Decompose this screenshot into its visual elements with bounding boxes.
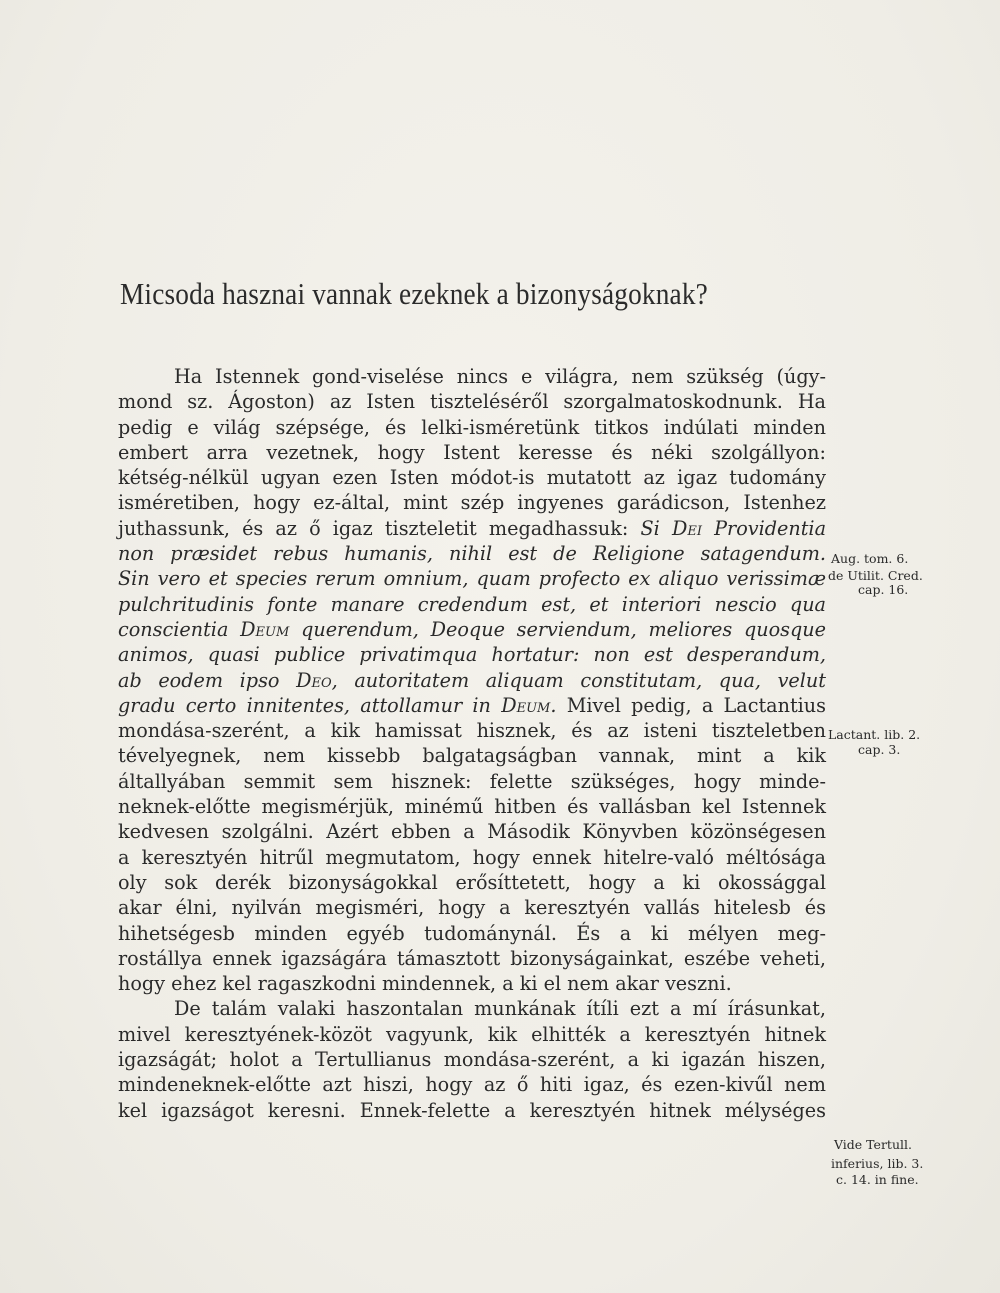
text-line: tévelyegnek, nem kissebb balgatagságban vannak, mint a kik <box>118 744 826 768</box>
latin-line: ab eodem ipso Deo, autoritatem aliquam constitutam, qua, velut <box>118 668 826 692</box>
text-line: hihetségesb minden egyéb tudománynál. És a ki mélyen meg- <box>118 921 826 945</box>
body-text <box>118 364 826 1123</box>
text-line: isméretiben, hogy ez-által, mint szép ingyenes garádicson, Istenhez <box>118 491 826 515</box>
text-line: mondása-szerént, a kik hamissat hisznek, és az isteni tiszteletben <box>118 719 826 743</box>
margin-note: Aug. tom. 6. <box>831 551 909 566</box>
text-line-mixed: gradu certo innitentes, attollamur in Deum. Mivel pedig, a Lactantius <box>118 693 827 717</box>
text-line: igazságát; holot a Tertullianus mondása-szerént, a ki igazán hiszen, <box>118 1048 826 1072</box>
chapter-heading: Micsoda hasznai vannak ezeknek a bizonyságoknak? <box>120 276 708 311</box>
text-line: a keresztyén hitrűl megmutatom, hogy ennek hitelre-való méltósága <box>118 845 826 869</box>
latin-line: non præsidet rebus humanis, nihil est de Religione satagendum. <box>118 542 826 566</box>
text-line: kel igazságot keresni. Ennek-felette a keresztyén hitnek mélységes <box>118 1098 826 1122</box>
margin-note: cap. 3. <box>858 742 901 757</box>
latin-line: conscientia Deum querendum, Deoque serviendum, meliores quosque <box>118 617 826 641</box>
margin-note: Lactant. lib. 2. <box>828 727 921 742</box>
margin-note: inferius, lib. 3. <box>831 1156 924 1171</box>
margin-note: cap. 16. <box>858 582 909 597</box>
margin-note: c. 14. in fine. <box>836 1172 919 1187</box>
text-line: neknek-előtte megismérjük, minémű hitben és vallásban kel Istennek <box>118 795 826 819</box>
text-line: kedvesen szolgálni. Azért ebben a Második Könyvben közönségesen <box>118 820 826 844</box>
text-line: általlyában semmit sem hisznek: felette szükséges, hogy minde- <box>118 769 826 793</box>
latin-line: Sin vero et species rerum omnium, quam profecto ex aliquo verissimæ <box>118 567 826 591</box>
text-segment: juthassunk, és az ő igaz tiszteletit megadhassuk: <box>118 516 629 540</box>
text-line: pedig e világ szépsége, és lelki-isméretünk titkos indúlati minden <box>118 415 826 439</box>
text-line: oly sok derék bizonyságokkal erősíttetett, hogy a ki okossággal <box>118 870 826 894</box>
text-line: embert arra vezetnek, hogy Istent keresse és néki szolgállyon: <box>118 440 826 464</box>
text-line: kétség-nélkül ugyan ezen Isten módot-is mutatott az igaz tudomány <box>118 466 826 490</box>
margin-note: de Utilit. Cred. <box>828 568 923 583</box>
text-line: mindeneknek-előtte azt hiszi, hogy az ő hiti igaz, és ezen-kivűl nem <box>118 1073 826 1097</box>
latin-line: pulchritudinis fonte manare credendum est, et interiori nescio qua <box>118 592 826 616</box>
text-line: akar élni, nyilván megisméri, hogy a keresztyén vallás hitelesb és <box>118 896 826 920</box>
latin-quote-start: Si Dei Providentia <box>640 516 827 540</box>
text-line-mixed <box>118 516 826 541</box>
latin-line: animos, quasi publice privatimqua hortatur: non est desperandum, <box>118 643 826 667</box>
text-line: rostállya ennek igazságára támasztott bizonyságainkat, eszébe veheti, <box>118 946 826 970</box>
text-line: De talám valaki haszontalan munkának ítíli ezt a mí írásunkat, <box>174 997 826 1021</box>
text-line: Ha Istennek gond-viselése nincs e világra, nem szükség (úgy- <box>174 365 826 388</box>
text-line: mivel keresztyének-közöt vagyunk, kik elhitték a keresztyén hitnek <box>118 1022 826 1046</box>
margin-note: Vide Tertull. <box>834 1137 912 1152</box>
text-line: mond sz. Ágoston) az Isten tiszteléséről szorgalmatoskodnunk. Ha <box>118 390 826 414</box>
text-line: hogy ehez kel ragaszkodni mindennek, a ki el nem akar veszni. <box>118 972 732 996</box>
